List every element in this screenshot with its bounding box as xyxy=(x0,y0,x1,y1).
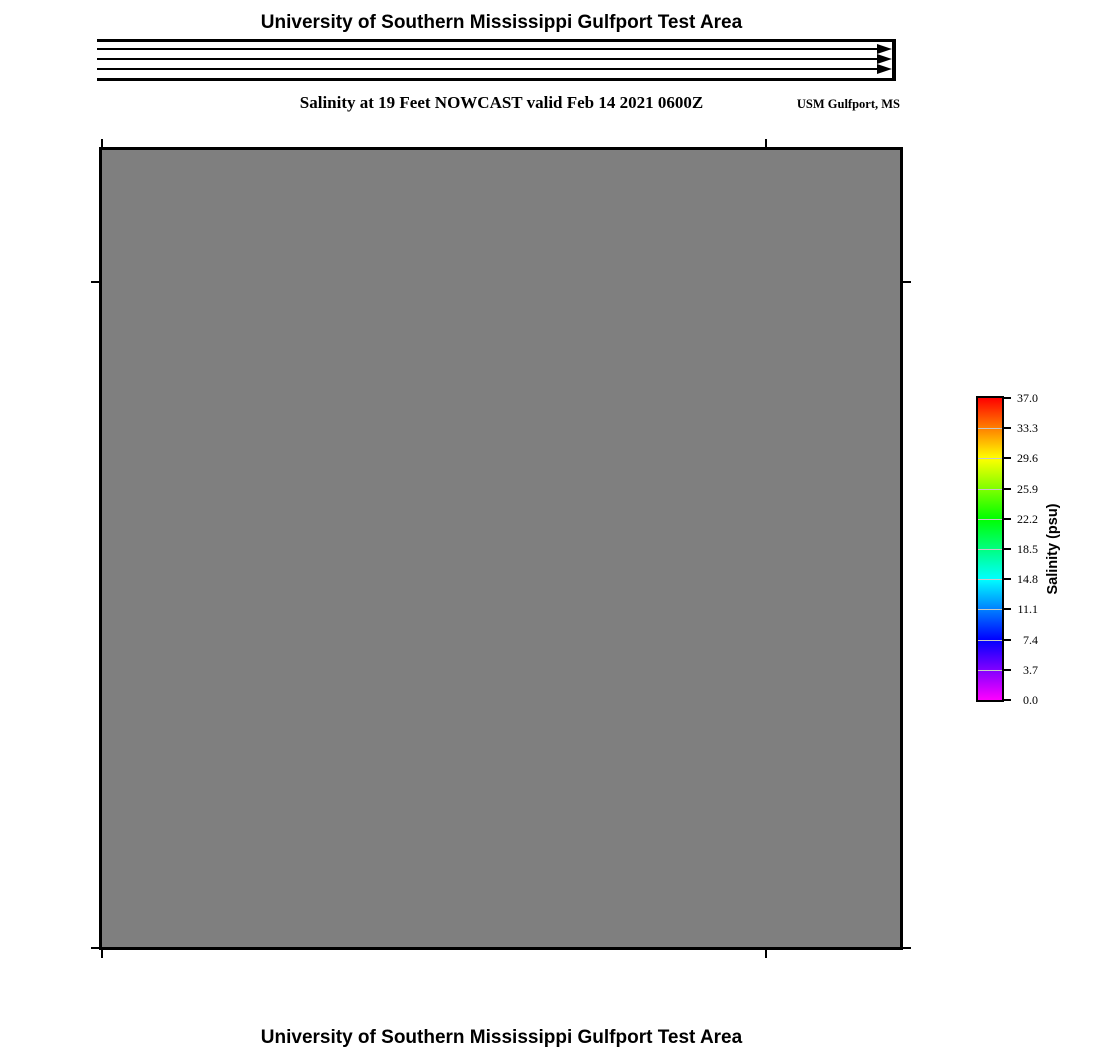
attribution: USM Gulfport, MS xyxy=(796,97,900,111)
colorbar-tick-label: 3.7 xyxy=(1023,663,1038,677)
colorbar-tick-label: 7.4 xyxy=(1023,633,1038,647)
colorbar-divider xyxy=(978,609,1002,610)
map-tick-left xyxy=(91,281,99,283)
colorbar-divider xyxy=(978,519,1002,520)
map-tick-left xyxy=(91,947,99,949)
colorbar-divider xyxy=(978,670,1002,671)
colorbar-tick-label: 0.0 xyxy=(1023,693,1038,707)
colorbar-divider xyxy=(978,579,1002,580)
colorbar-divider xyxy=(978,428,1002,429)
colorbar-tick-label: 14.8 xyxy=(1017,572,1038,586)
colorbar-tick-label: 25.9 xyxy=(1017,482,1038,496)
map-area xyxy=(99,147,903,950)
right-arrow-icon xyxy=(877,44,892,54)
map-tick-right xyxy=(903,947,911,949)
right-arrow-icon xyxy=(877,54,892,64)
colorbar xyxy=(976,396,1004,702)
map-tick-bottom xyxy=(101,950,103,958)
colorbar-tick-label: 22.2 xyxy=(1017,512,1038,526)
colorbar-tick-label: 37.0 xyxy=(1017,391,1038,405)
right-arrow-icon xyxy=(877,64,892,74)
map-tick-right xyxy=(903,281,911,283)
colorbar-axis-label: Salinity (psu) xyxy=(1045,503,1061,595)
top-title: University of Southern Mississippi Gulfport Test Area xyxy=(260,12,743,33)
colorbar-tick-label: 18.5 xyxy=(1017,542,1038,556)
colorbar-divider xyxy=(978,549,1002,550)
colorbar-tick-label: 29.6 xyxy=(1017,451,1038,465)
colorbar-divider xyxy=(978,489,1002,490)
colorbar-divider xyxy=(978,640,1002,641)
colorbar-gradient xyxy=(978,398,1002,700)
map-tick-top xyxy=(101,139,103,147)
colorbar-tick-label: 11.1 xyxy=(1017,602,1038,616)
flow-arrows-legend xyxy=(97,39,896,81)
colorbar-tick-label: 33.3 xyxy=(1017,421,1038,435)
subtitle: Salinity at 19 Feet NOWCAST valid Feb 14 2021 0600Z xyxy=(299,93,704,112)
flow-line xyxy=(97,48,882,50)
flow-line xyxy=(97,68,882,70)
bottom-title: University of Southern Mississippi Gulfport Test Area xyxy=(260,1027,743,1048)
colorbar-divider xyxy=(978,458,1002,459)
map-tick-top xyxy=(765,139,767,147)
map-tick-bottom xyxy=(765,950,767,958)
flow-line xyxy=(97,58,882,60)
